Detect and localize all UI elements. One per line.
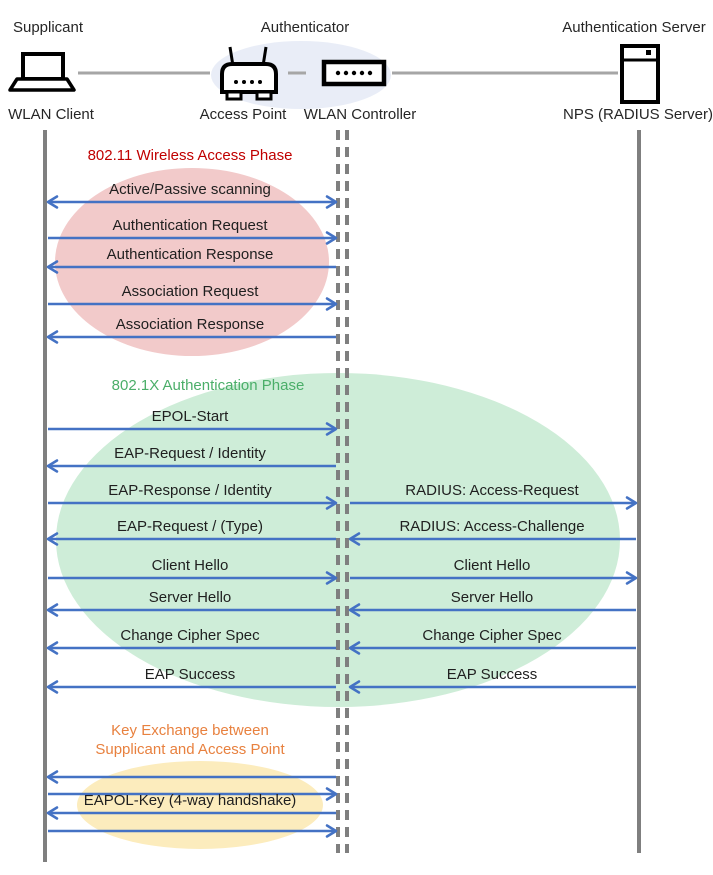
- authentication-server-role-label: Authentication Server: [562, 19, 706, 36]
- message-label-eap-response-identity: EAP-Response / Identity: [108, 482, 272, 499]
- phase2-title: 802.1X Authentication Phase: [111, 377, 305, 394]
- message-label-eap-request-identity: EAP-Request / Identity: [114, 445, 266, 462]
- message-label-eapol-key-4-way-handshake: EAPOL-Key (4-way handshake): [83, 792, 297, 809]
- message-label-server-hello: Server Hello: [450, 589, 534, 606]
- phase3-title: [95, 721, 284, 759]
- server-icon: [622, 46, 658, 102]
- nps-radius-server-label: NPS (RADIUS Server): [562, 106, 713, 123]
- message-label-server-hello: Server Hello: [148, 589, 232, 606]
- message-label-association-request: Association Request: [121, 283, 259, 300]
- message-label-client-hello: Client Hello: [453, 557, 531, 574]
- message-label-radius-access-challenge: RADIUS: Access-Challenge: [399, 518, 585, 535]
- message-label-epol-start: EPOL-Start: [151, 408, 229, 425]
- wlan-controller-label: WLAN Controller: [303, 106, 417, 123]
- phase3-title-line2: Supplicant and Access Point: [95, 741, 285, 758]
- message-label-eap-request-type: EAP-Request / (Type): [117, 518, 263, 535]
- phase1-title: 802.11 Wireless Access Phase: [87, 147, 293, 164]
- laptop-icon: [10, 54, 74, 90]
- wlan-client-label: WLAN Client: [8, 106, 94, 123]
- supplicant-role-label: Supplicant: [12, 19, 84, 36]
- message-label-association-response: Association Response: [115, 316, 265, 333]
- message-label-eap-success: EAP Success: [144, 666, 236, 683]
- message-label-eap-success: EAP Success: [446, 666, 538, 683]
- message-label-change-cipher-spec: Change Cipher Spec: [120, 627, 260, 644]
- message-label-authentication-response: Authentication Response: [106, 246, 274, 263]
- authenticator-role-label: Authenticator: [260, 19, 350, 36]
- message-label-change-cipher-spec: Change Cipher Spec: [422, 627, 562, 644]
- access-point-label: Access Point: [199, 106, 287, 123]
- phase3-title-line1: Key Exchange between: [111, 722, 269, 739]
- message-label-authentication-request: Authentication Request: [112, 217, 268, 234]
- message-label-active-passive-scanning: Active/Passive scanning: [109, 181, 271, 198]
- message-label-client-hello: Client Hello: [151, 557, 229, 574]
- wlan-controller-icon: [324, 62, 384, 84]
- message-label-radius-access-request: RADIUS: Access-Request: [405, 482, 579, 499]
